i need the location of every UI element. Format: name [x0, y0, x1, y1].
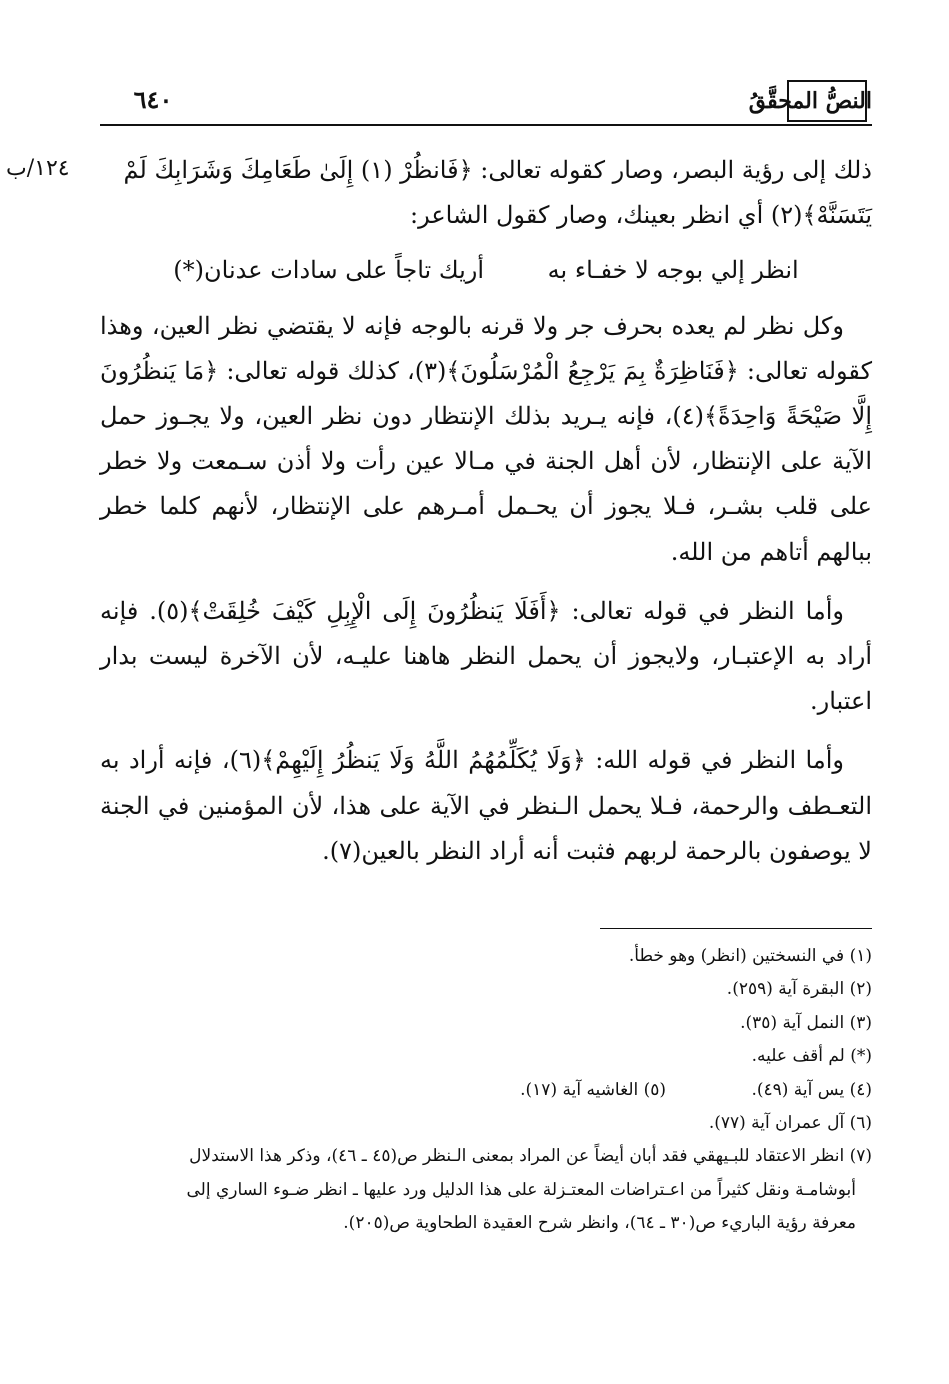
footnote-7-line-1: (٧) انظر الاعتقاد للبـيهقي فقد أبان أيضاً عن المراد بمعنى الـنظر ص(٤٥ ـ ٤٦)، وذكر هذا الاستدلال — [189, 1146, 872, 1167]
manuscript-folio-note: ١٢٤/ب — [6, 156, 70, 181]
paragraph-3: وأما النظر في قوله تعالى: ﴿أَفَلَا يَنظُرُونَ إِلَى الْإِبِلِ كَيْفَ خُلِقَتْ﴾(٥). فإنه أراد به الإعتبـار، ولايجوز أن يحمل النظر هاهنا عليـه، لأن الآخرة ليست بدار اعتبار. — [100, 596, 872, 716]
poetry-verse — [100, 248, 872, 293]
footnote-2: (٢) البقرة آية (٢٥٩). — [726, 979, 872, 1000]
header-rule — [100, 124, 872, 126]
paragraph-2: وكل نظر لم يعده بحرف جر ولا قرنه بالوجه فإنه لا يقتضي نظر العين، وهذا كقوله تعالى: ﴿فَنَاظِرَةٌ بِمَ يَرْجِعُ الْمُرْسَلُونَ﴾(٣)، كذلك قوله تعالى: ﴿مَا يَنظُرُونَ إِلَّا صَيْحَةً وَاحِدَةً﴾(٤)، فإنه يـريد بذلك الإنتظار دون نظر العين، ولا يجـوز حمل الآية على الإنتظار، لأن أهل الجنة في مـالا عين رأت ولا أذن سـمعت ولا خطر على قلب بشـر، فـلا يجوز أن يحـمل أمـرهم على الإنتظار، لأنهم كلما خطر ببالهم أتاهم من الله. — [100, 311, 872, 566]
paragraph-1-line-2: يَتَسَنَّهْ﴾(٢) أي انظر بعينك، وصار كقول الشاعر: — [410, 201, 872, 230]
page-title: النصُّ المحقَّقُ — [748, 88, 872, 114]
footnote-5: (٥) الغاشيه آية (١٧). — [520, 1079, 667, 1100]
paragraph-1-line-1: ذلك إلى رؤية البصر، وصار كقوله تعالى: ﴿فَانظُرْ (١) إِلَىٰ طَعَامِكَ وَشَرَابِكَ لَمْ — [123, 156, 872, 184]
verse-second-hemistich: أريك تاجاً على سادات عدنان(*) — [173, 256, 485, 285]
page-number-box — [787, 80, 867, 122]
footnote-3: (٣) النمل آية (٣٥). — [740, 1012, 872, 1033]
verse-first-hemistich: انظر إلي بوجه لا خفـاء به — [547, 256, 799, 285]
footnote-4: (٤) يس آية (٤٩). — [751, 1079, 872, 1100]
footnote-7-line-2: أبوشامـة ونقل كثيراً من اعـتراضات المعتـزلة على هذا الدليل ورد عليها ـ انظر ضـوء الساري إلى — [186, 1179, 856, 1200]
footnote-row-4-5 — [100, 1074, 872, 1107]
footnote-rule — [600, 928, 872, 929]
page-number: ٦٤٠ — [133, 85, 173, 114]
paragraph-4: وأما النظر في قوله الله: ﴿وَلَا يُكَلِّمُهُمُ اللَّهُ وَلَا يَنظُرُ إِلَيْهِمْ﴾(٦)، فإنه أراد به التعـطف والرحمة، فـلا يحمل الـنظر في الآية على هذا، لأن المؤمنين في الجنة لا يوصفون بالرحمة لربهم فثبت أنه أراد النظر بالعين(٧). — [100, 746, 872, 865]
footnote-6: (٦) آل عمران آية (٧٧). — [708, 1113, 872, 1134]
footnote-star: (*) لم أقف عليه. — [751, 1046, 872, 1067]
footnote-1: (١) في النسختين (انظر) وهو خطأ. — [628, 946, 872, 966]
footnote-7-line-3: معرفة رؤية الباريء ص(٣٠ ـ ٦٤)، وانظر شرح العقيدة الطحاوية ص(٢٠٥). — [343, 1213, 856, 1234]
main-text — [100, 148, 872, 874]
footnotes — [100, 940, 872, 1241]
